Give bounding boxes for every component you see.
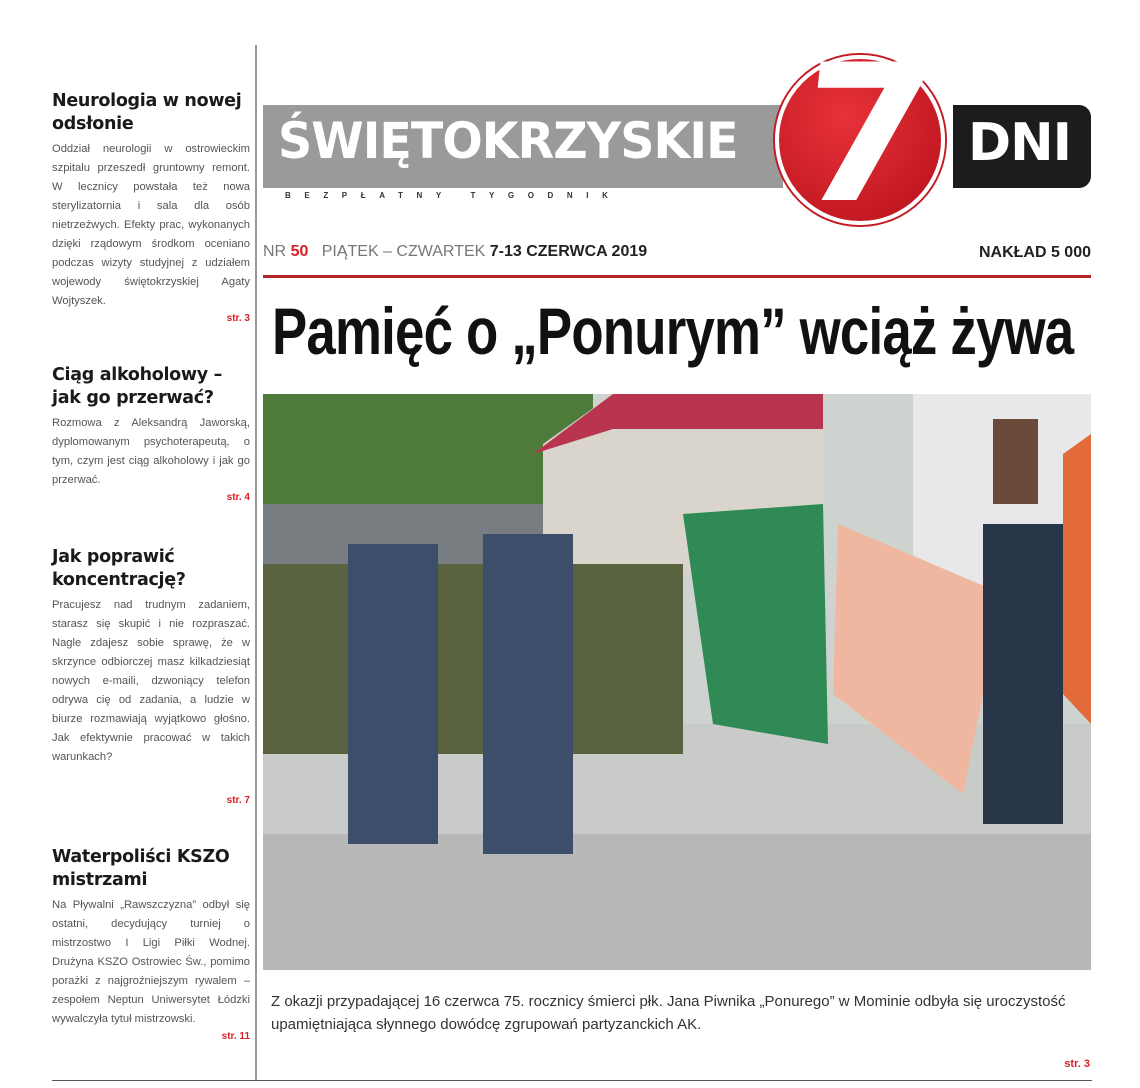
teaser-title: Waterpoliści KSZO mistrzami: [52, 847, 230, 890]
issue-nr-label: NR: [263, 243, 287, 260]
issue-nr: 50: [290, 243, 309, 260]
teaser-page[interactable]: str. 4: [226, 492, 250, 503]
main-photo[interactable]: [263, 394, 1091, 970]
teaser-title: Neurologia w nowej odsłonie: [52, 91, 242, 134]
teaser-waterpolo[interactable]: [52, 846, 250, 1042]
masthead-subtitle: BEZPŁATNY TYGODNIK: [285, 191, 622, 200]
main-headline[interactable]: Pamięć o „Ponurym” wciąż żywa: [272, 294, 1074, 368]
ceremony-photo: [263, 394, 1091, 970]
photo-caption: Z okazji przypadającej 16 czerwca 75. rocznicy śmierci płk. Jana Piwnika „Ponurego” w Mominie odbyła się uroczystość upamiętniająca słynnego dowódcę zgrupowań partyzanckich AK.: [271, 993, 1066, 1033]
teaser-title: Ciąg alkoholowy – jak go przerwać?: [52, 365, 223, 408]
teaser-text: Rozmowa z Aleksandrą Jaworską, dyplomowanym psychoterapeutą, o tym, czym jest ciąg alkoholowy i jak go przerwać.: [52, 417, 250, 486]
masthead-seven: 7: [788, 24, 944, 245]
bottom-rule: [52, 1080, 1092, 1081]
teaser-page[interactable]: str. 11: [221, 1031, 250, 1042]
teaser-alkohol[interactable]: [52, 364, 250, 503]
header-rule: [263, 275, 1091, 278]
teaser-text: Na Pływalni „Rawszczyzna” odbył się ostatni, decydujący turniej o mistrzostwo I Ligi Piłki Wodnej. Drużyna KSZO Ostrowiec Św., pomimo porażki z najgroźniejszym rywalem – zespołem Neptun Uniwersytet Łódzki wywalczyła tytuł mistrzowski.: [52, 899, 250, 1025]
teaser-neurologia[interactable]: [52, 90, 250, 324]
teaser-title: Jak poprawić koncentrację?: [52, 547, 186, 590]
teaser-page[interactable]: str. 7: [226, 795, 250, 806]
issue-dates: 7-13 CZERWCA 2019: [489, 243, 648, 260]
circulation: NAKŁAD 5 000: [978, 244, 1091, 261]
teaser-text: Pracujesz nad trudnym zadaniem, starasz się skupić i nie rozpraszać. Nagle zdajesz sobie sprawę, że w skrzynce odbiorczej masz kilkadziesiąt nowych e-maili, dzwoniący telefon odrywa cię od zadania, a ludzie w biurze rozmawiają wyjątkowo głośno. Jak efektywnie pracować w takich warunkach?: [52, 599, 250, 763]
teaser-koncentracja[interactable]: [52, 546, 250, 806]
issue-days: PIĄTEK – CZWARTEK: [321, 243, 486, 260]
teaser-page[interactable]: str. 3: [226, 313, 250, 324]
column-divider: [255, 45, 257, 1080]
main-page-ref[interactable]: str. 3: [1064, 1058, 1090, 1070]
issue-info: [263, 243, 647, 261]
masthead-title: ŚWIĘTOKRZYSKIE: [278, 112, 738, 170]
masthead-dni: DNI: [968, 113, 1072, 173]
teaser-text: Oddział neurologii w ostrowieckim szpitalu przeszedł gruntowny remont. W lecznicy powstała też nowa sterylizatornia i sala dla osób nietrzeźwych. Efekty prac, wykonanych dzięki rządowym środkom oceniano podczas wizyty studyjnej z udziałem wojewody świętokrzyskiej Agaty Wojtyszek.: [52, 143, 250, 307]
